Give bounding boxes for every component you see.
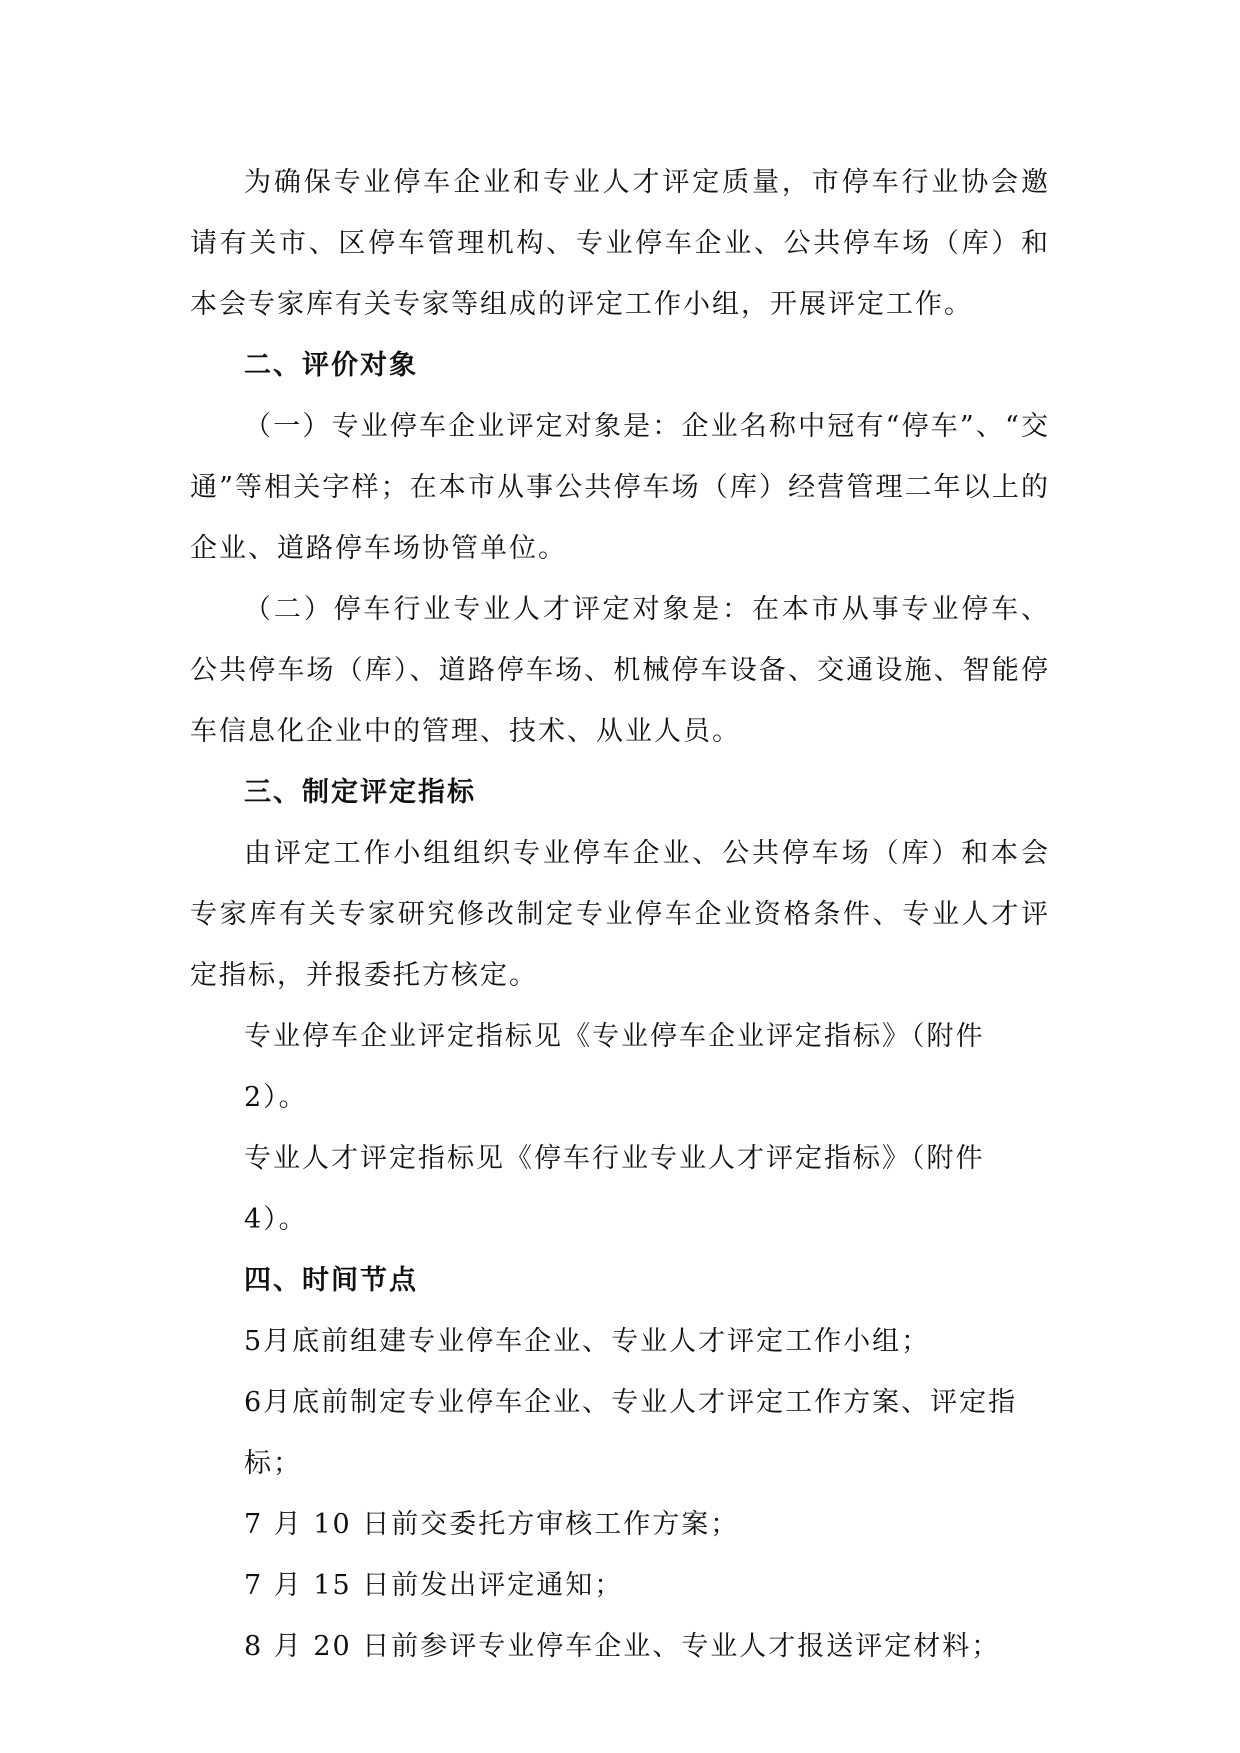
timeline-item: 5月底前组建专业停车企业、专业人才评定工作小组； — [244, 1326, 931, 1357]
document-body — [190, 152, 1050, 1677]
section-heading-timeline: 四、时间节点 — [244, 1265, 418, 1296]
paragraph-talent-targets: （二）停车行业专业人才评定对象是：在本市从事专业停车、公共停车场（库）、道路停车场、机械停车设备、交通设施、智能停车信息化企业中的管理、技术、从业人员。 — [190, 594, 1050, 747]
section-heading-evaluation-indicators: 三、制定评定指标 — [244, 777, 476, 808]
section-heading-evaluation-targets: 二、评价对象 — [244, 350, 418, 381]
timeline-item: 7 月 10 日前交委托方审核工作方案； — [244, 1509, 740, 1540]
timeline-item: 6月底前制定专业停车企业、专业人才评定工作方案、评定指标； — [244, 1387, 1018, 1479]
line-attachment-2: 专业停车企业评定指标见《专业停车企业评定指标》（附件 2）。 — [244, 1021, 985, 1113]
line-attachment-4: 专业人才评定指标见《停车行业专业人才评定指标》（附件 4）。 — [244, 1143, 985, 1235]
paragraph-evaluation-team: 为确保专业停车企业和专业人才评定质量，市停车行业协会邀请有关市、区停车管理机构、专业停车企业、公共停车场（库）和本会专家库有关专家等组成的评定工作小组，开展评定工作。 — [190, 167, 1050, 320]
paragraph-enterprise-targets: （一）专业停车企业评定对象是：企业名称中冠有“停车”、“交通”等相关字样；在本市从事公共停车场（库）经营管理二年以上的企业、道路停车场协管单位。 — [190, 411, 1050, 564]
timeline-item: 8 月 20 日前参评专业停车企业、专业人才报送评定材料； — [244, 1631, 1001, 1662]
paragraph-indicator-formulation: 由评定工作小组组织专业停车企业、公共停车场（库）和本会专家库有关专家研究修改制定专业停车企业资格条件、专业人才评定指标，并报委托方核定。 — [190, 838, 1050, 991]
timeline-item: 7 月 15 日前发出评定通知； — [244, 1570, 624, 1601]
